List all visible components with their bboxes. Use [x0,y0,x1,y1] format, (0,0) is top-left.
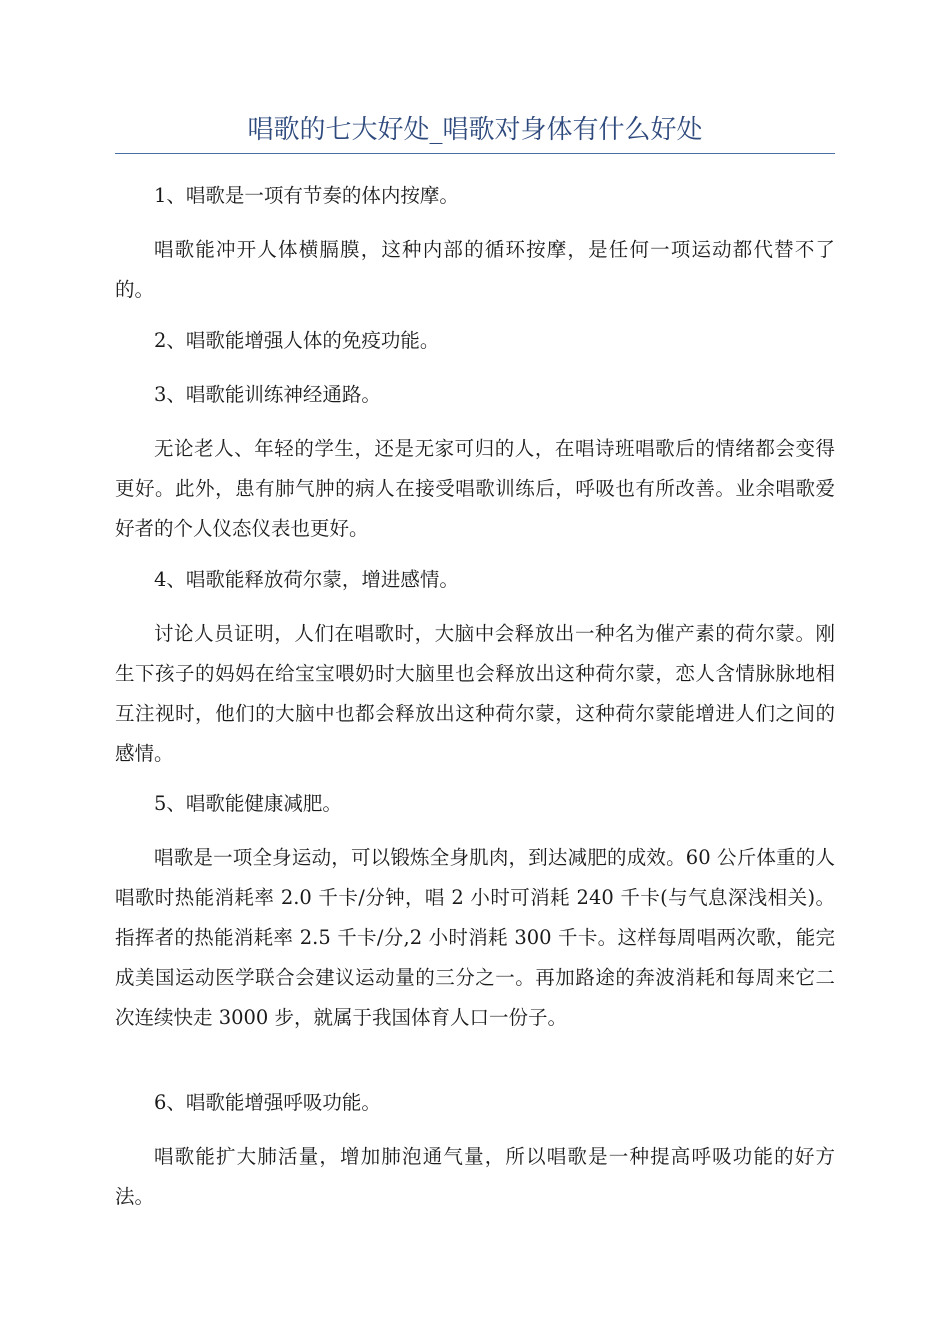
document-title: 唱歌的七大好处_唱歌对身体有什么好处 [247,115,703,145]
paragraph-1: 唱歌能冲开人体横膈膜，这种内部的循环按摩，是任何一项运动都代替不了的。 [115,238,835,301]
heading-3: 3、唱歌能训练神经通路。 [154,383,381,406]
heading-1: 1、唱歌是一项有节奏的体内按摩。 [154,184,459,207]
heading-6: 6、唱歌能增强呼吸功能。 [154,1091,381,1114]
heading-4: 4、唱歌能释放荷尔蒙，增进感情。 [154,568,459,591]
heading-5: 5、唱歌能健康减肥。 [154,792,342,815]
title-underline [115,153,835,154]
paragraph-5: 唱歌是一项全身运动，可以锻炼全身肌肉，到达减肥的成效。60 公斤体重的人唱歌时热能消耗率 2.0 千卡/分钟，唱 2 小时可消耗 240 千卡(与气息深浅相关)。指挥者的热能消耗率 2.5 千卡/分,2 小时消耗 300 千卡。这样每周唱两次歌，能完成美国运动医学联合会建议运动量的三分之一。再加路途的奔波消耗和每周来它二次连续快走 3000 步，就属于我国体育人口一份子。 [115,846,835,1029]
heading-2: 2、唱歌能增强人体的免疫功能。 [154,329,440,352]
paragraph-4: 讨论人员证明，人们在唱歌时，大脑中会释放出一种名为催产素的荷尔蒙。刚生下孩子的妈妈在给宝宝喂奶时大脑里也会释放出这种荷尔蒙，恋人含情脉脉地相互注视时，他们的大脑中也都会释放出这种荷尔蒙，这种荷尔蒙能增进人们之间的感情。 [115,622,835,765]
paragraph-6: 唱歌能扩大肺活量，增加肺泡通气量，所以唱歌是一种提高呼吸功能的好方法。 [115,1145,835,1208]
paragraph-3: 无论老人、年轻的学生，还是无家可归的人，在唱诗班唱歌后的情绪都会变得更好。此外，患有肺气肿的病人在接受唱歌训练后，呼吸也有所改善。业余唱歌爱好者的个人仪态仪表也更好。 [115,437,835,540]
